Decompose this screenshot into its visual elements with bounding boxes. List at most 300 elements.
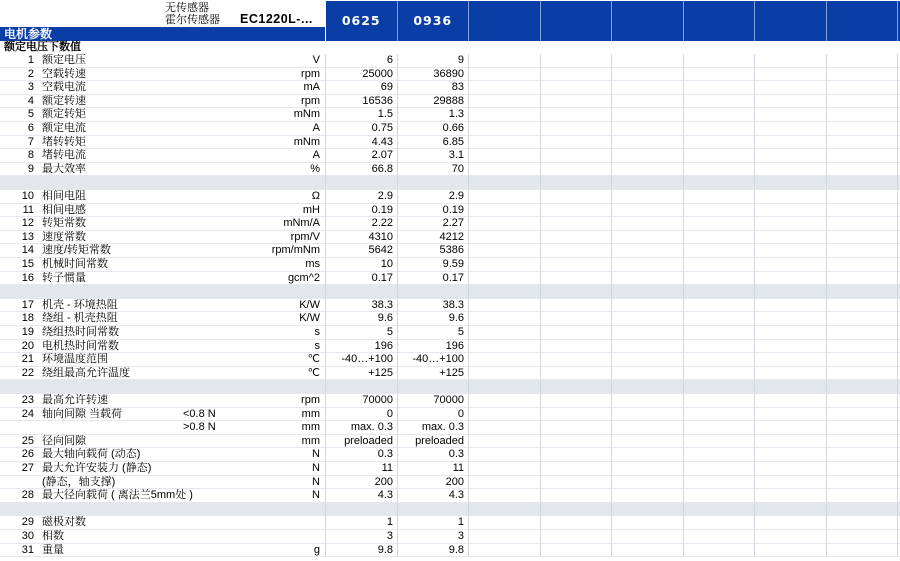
grid-cell [469,258,541,272]
grid-cell [684,394,756,408]
grid-cell [612,299,684,313]
cell-v2: 3.1 [448,149,464,162]
cell-num: 26 [21,448,34,461]
grid-cell [541,408,613,422]
grid-cell [541,353,613,367]
grid-cell [469,272,541,286]
grid-cell [612,340,684,354]
grid-cell [684,258,756,272]
cell-v2: 0 [457,407,464,420]
grid-cell [541,258,613,272]
cell-num [0,476,34,490]
cell-v2: preloaded [415,434,464,447]
grid-cell [541,217,613,231]
grid-cell [827,435,899,449]
grid-cell [827,448,899,462]
cell-unit [222,516,322,530]
grid-cell [398,176,470,190]
grid-cell [827,312,899,326]
cell-unit: gcm^2 [287,271,320,284]
cell-num: 2 [27,67,34,80]
table-row [0,476,900,490]
cell-v1: 66.8 [371,162,393,175]
cell-num: 24 [21,407,34,420]
cell-num: 31 [21,543,34,556]
grid-cell [684,231,756,245]
grid-cell [469,95,541,109]
cell-v1: 38.3 [371,298,393,311]
table-row [0,367,900,381]
grid-cell [612,81,684,95]
grid-cell [755,285,827,299]
grid-cell [612,108,684,122]
grid-cell [612,54,684,68]
grid-cell [684,326,756,340]
grid-cell [541,204,613,218]
label-cell [0,176,326,190]
cell-num: 20 [21,339,34,352]
cell-name: 绕组热时间常数 [42,326,119,338]
grid-cell [827,176,899,190]
cell-unit: mA [303,81,320,94]
grid-cell [827,149,899,163]
grid-cell [541,394,613,408]
cell-name: 额定电流 [42,122,86,134]
grid-cell [541,516,613,530]
grid-cell [469,530,541,544]
cell-num: 17 [21,298,34,311]
grid-cell [541,476,613,490]
grid-cell [684,190,756,204]
cell-name: 空载电流 [42,81,86,94]
grid-cell [755,503,827,517]
grid-cell [469,462,541,476]
grid-cell [541,448,613,462]
cell-v2: 70000 [433,394,464,406]
cell-v2: +125 [439,366,464,379]
grid-cell [755,68,827,82]
grid-cell [541,108,613,122]
grid-cell [684,176,756,190]
grid-cell [469,244,541,258]
grid-cell [541,312,613,326]
cell-name: 堵转电流 [42,149,86,162]
grid-cell [755,176,827,190]
grid-cell [755,108,827,122]
table-row [0,516,900,530]
table-row [0,435,900,449]
grid-cell [827,285,899,299]
cell-name: 最大效率 [42,162,86,175]
grid-cell [541,462,613,476]
grid-cell [684,272,756,286]
grid-cell [827,272,899,286]
grid-cell [827,108,899,122]
cell-name: 额定转速 [42,94,86,107]
grid-cell [755,54,827,68]
cell-name: 速度/转矩常数 [42,244,112,257]
cell-v2: 0.66 [442,122,464,134]
cell-v2: 9.59 [442,258,464,270]
cell-unit: rpm [301,94,320,107]
cell-unit: mm [301,421,320,434]
grid-cell [612,244,684,258]
cell-v2: 1.3 [448,108,464,121]
grid-cell [612,489,684,503]
cell-num: 4 [27,94,34,107]
grid-cell [541,54,613,68]
grid-cell [684,285,756,299]
cell-unit: ℃ [307,366,320,379]
cell-num: 6 [27,122,34,134]
grid-cell [541,95,613,109]
grid-cell [755,272,827,286]
grid-cell [827,244,899,258]
cell-num: 13 [21,230,34,243]
spacer-row [0,176,900,190]
grid-cell [827,353,899,367]
grid-cell [684,54,756,68]
grid-cell [827,380,899,394]
cell-unit: N [312,448,320,461]
grid-cell [541,122,613,136]
column-header-0: 0625 [326,1,398,41]
cell-num: 3 [27,81,34,94]
cell-num: 5 [27,108,34,121]
cell-v1: 0.75 [371,122,393,134]
grid-cell [827,231,899,245]
grid-cell [827,530,899,544]
cell-unit: mNm [293,135,320,148]
grid-cell [469,380,541,394]
grid-cell [612,217,684,231]
grid-cell [684,95,756,109]
table-row [0,299,900,313]
grid-cell [684,503,756,517]
cell-unit [222,530,322,544]
cell-unit: A [312,122,320,134]
cell-unit: N [312,475,320,488]
cell-name: 机壳 - 环境热阻 [42,298,118,311]
cell-v1: 1.5 [377,108,393,121]
cell-v2: 6.85 [442,135,464,148]
cell-unit: mH [302,203,320,216]
cell-num: 15 [21,258,34,270]
cell-v1: 2.9 [377,190,393,202]
cell-num: 11 [22,203,34,216]
cell-v2: 9.6 [448,312,464,325]
grid-cell [541,81,613,95]
grid-cell [684,136,756,150]
grid-cell [755,489,827,503]
cell-num: 14 [21,244,34,257]
cell-name: 转矩常数 [42,217,86,230]
cell-v1: 4.43 [371,135,393,148]
grid-cell [612,544,684,558]
cell-v2: 200 [445,475,464,488]
grid-cell [827,476,899,490]
table-row [0,68,900,82]
grid-cell [827,299,899,313]
cell-name: 轴向间隙 当载荷 [42,407,123,420]
cell-name: 相间电阻 [42,190,86,202]
cell-unit: rpm [301,67,320,80]
grid-cell [541,326,613,340]
cell-unit: A [312,149,320,162]
spacer-row [0,503,900,517]
grid-cell [755,462,827,476]
grid-cell [827,326,899,340]
table-row [0,326,900,340]
cell-v2: 5 [457,326,464,338]
cell-v1: 6 [386,54,393,66]
grid-cell [469,421,541,435]
grid-cell [612,448,684,462]
grid-cell [755,380,827,394]
grid-cell [469,516,541,530]
grid-cell [612,136,684,150]
grid-cell [541,340,613,354]
cell-name: 堵转转矩 [42,135,86,148]
grid-cell [469,353,541,367]
grid-cell [541,367,613,381]
grid-cell [684,421,756,435]
table-row [0,462,900,476]
cell-unit: Ω [311,190,320,202]
cell-v1: 70000 [362,394,393,406]
grid-cell [469,108,541,122]
grid-cell [612,312,684,326]
grid-cell [755,516,827,530]
cell-v1: 9.8 [377,543,393,556]
cell-v2: 2.27 [442,217,464,230]
cell-name: 相间电感 [42,203,86,216]
cell-num: 7 [27,135,34,148]
grid-cell [541,299,613,313]
grid-cell [827,340,899,354]
cell-sub: >0.8 N [183,421,216,434]
table-row [0,530,900,544]
grid-cell [612,258,684,272]
cell-v1: 5642 [368,244,393,257]
cell-v1: +125 [368,366,393,379]
column-header-2 [469,1,541,41]
grid-cell [755,312,827,326]
cell-v2: 0.19 [442,203,464,216]
cell-name: 绕组 - 机壳热阻 [42,312,118,325]
cell-v1: 2.07 [371,149,393,162]
grid-cell [684,81,756,95]
grid-cell [612,326,684,340]
cell-v1: preloaded [344,434,393,447]
grid-cell [326,285,398,299]
grid-cell [827,81,899,95]
hall-sensor-label: 霍尔传感器 [165,14,220,26]
table-row [0,108,900,122]
cell-v1: 69 [380,81,393,94]
column-header-6 [755,1,827,41]
grid-cell [469,367,541,381]
grid-cell [755,81,827,95]
table-row [0,54,900,68]
grid-cell [684,163,756,177]
grid-cell [469,285,541,299]
grid-cell [827,163,899,177]
grid-cell [684,149,756,163]
grid-cell [469,204,541,218]
grid-cell [684,462,756,476]
grid-cell [469,326,541,340]
cell-v1: 9.6 [377,312,393,325]
grid-cell [469,299,541,313]
grid-cell [469,503,541,517]
cell-v1: 0.19 [371,203,393,216]
cell-v2: 2.9 [448,190,464,202]
sensorless-label: 无传感器 [165,2,209,14]
cell-v1: max. 0.3 [350,421,393,434]
table-row [0,421,900,435]
cell-v2: -40…+100 [412,353,464,366]
grid-cell [827,136,899,150]
grid-cell [541,244,613,258]
grid-cell [827,258,899,272]
grid-cell [541,231,613,245]
grid-cell [755,367,827,381]
cell-unit: K/W [299,298,320,311]
cell-v2: 83 [451,81,464,94]
cell-v2: 1 [457,516,464,529]
table-row [0,149,900,163]
grid-cell [684,122,756,136]
cell-num: 9 [27,162,34,175]
grid-cell [827,204,899,218]
cell-unit: % [310,162,320,175]
table-row [0,163,900,177]
cell-v1: 0 [386,407,393,420]
grid-cell [612,190,684,204]
cell-num: 22 [21,366,34,379]
grid-cell [469,312,541,326]
subtitle: 额定电压下数值 [4,41,81,53]
table-row [0,272,900,286]
grid-cell [684,244,756,258]
cell-unit: mNm/A [283,217,320,230]
grid-cell [469,190,541,204]
grid-cell [827,462,899,476]
table-row [0,231,900,245]
table-row [0,408,900,422]
grid-cell [755,544,827,558]
column-header-1: 0936 [398,1,470,41]
cell-name: 相数 [42,530,64,542]
grid-cell [827,516,899,530]
cell-unit: rpm/V [290,230,320,243]
grid-cell [612,272,684,286]
grid-cell [541,421,613,435]
grid-cell [684,476,756,490]
grid-cell [827,544,899,558]
cell-v1: 1 [386,516,393,529]
grid-cell [755,122,827,136]
table-row [0,353,900,367]
grid-cell [827,122,899,136]
grid-cell [827,68,899,82]
grid-cell [541,149,613,163]
cell-name: 空载转速 [42,67,86,80]
cell-v1: 2.22 [371,217,393,230]
table-row [0,136,900,150]
grid-cell [541,503,613,517]
grid-cell [541,489,613,503]
cell-num: 10 [21,190,34,202]
cell-name: 转子惯量 [42,271,86,284]
grid-cell [827,503,899,517]
cell-v2: 70 [451,162,464,175]
grid-cell [612,530,684,544]
grid-cell [755,231,827,245]
grid-cell [827,489,899,503]
cell-v2: max. 0.3 [421,421,464,434]
cell-num: 19 [21,326,34,338]
label-cell [0,380,326,394]
grid-cell [755,95,827,109]
grid-cell [469,394,541,408]
spacer-row [0,380,900,394]
grid-cell [612,476,684,490]
cell-unit: ms [305,258,320,270]
grid-cell [541,176,613,190]
cell-v1: 5 [386,326,393,338]
grid-cell [684,489,756,503]
cell-num: 18 [21,312,34,325]
grid-cell [684,299,756,313]
cell-v2: 38.3 [442,298,464,311]
grid-cell [684,448,756,462]
cell-sub: <0.8 N [183,407,216,420]
table-row [0,204,900,218]
grid-cell [612,394,684,408]
grid-cell [827,54,899,68]
table-row [0,489,900,503]
grid-cell [469,435,541,449]
cell-unit: N [312,462,320,474]
cell-v1: 0.3 [377,448,393,461]
grid-cell [469,340,541,354]
grid-cell [612,421,684,435]
grid-cell [612,516,684,530]
cell-unit: s [314,339,320,352]
grid-cell [684,367,756,381]
grid-cell [684,68,756,82]
grid-cell [684,340,756,354]
grid-cell [612,122,684,136]
cell-num: 23 [21,394,34,406]
section-title: 电机参数 [0,27,325,41]
grid-cell [755,149,827,163]
grid-cell [827,394,899,408]
column-header-3 [541,1,613,41]
grid-cell [755,217,827,231]
grid-cell [684,108,756,122]
cell-name: 机械时间常数 [42,258,108,270]
grid-cell [398,503,470,517]
grid-cell [827,95,899,109]
table-row [0,448,900,462]
grid-cell [612,163,684,177]
cell-v2: 0.17 [442,271,464,284]
label-cell [0,285,326,299]
cell-v2: 0.3 [448,448,464,461]
